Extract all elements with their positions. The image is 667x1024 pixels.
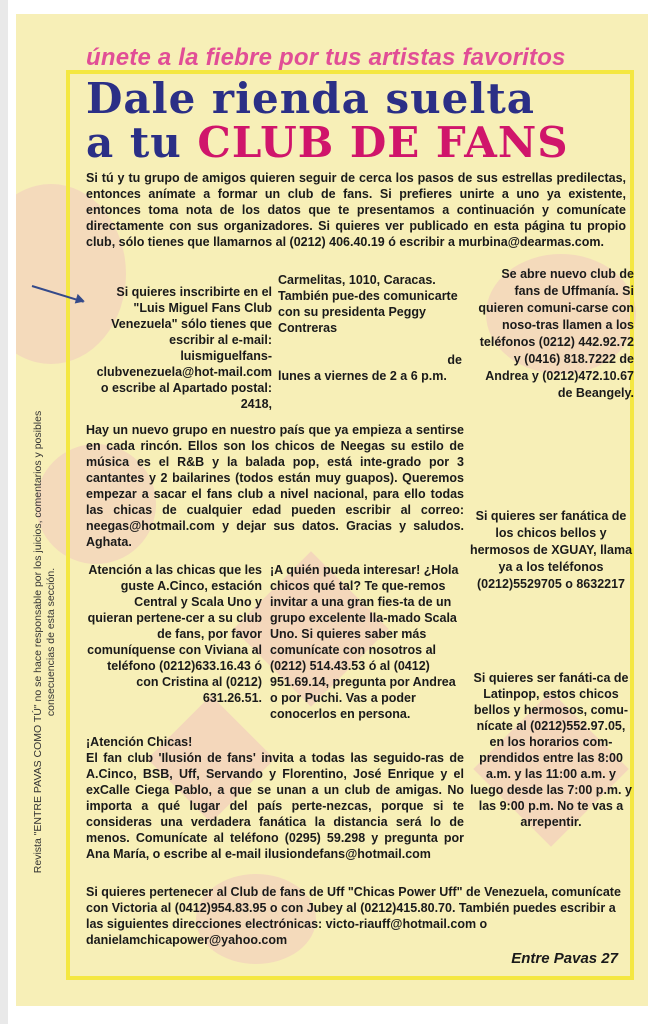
magazine-page — [16, 14, 648, 1006]
scan-edge — [0, 0, 8, 1024]
luis-miguel-text-1: Si quieres inscribirte en el "Luis Miguel Fans Club Venezuela" sólo tienes que escribir al e-mail: luismiguelfans-clubvenezuela@hot-mail.com o escribe al Apartado postal: 2418, — [96, 285, 272, 411]
disclaimer-vertical: Revista "ENTRE PAVAS COMO TÚ" no se hace responsable por los juicios, comentarios y posibles consecuencias de esta sección. — [32, 410, 57, 874]
acinco-notice: Atención a las chicas que les guste A.Cinco, estación Central y Scala Uno y quieran pertene-cer a su club de fans, por favor comuníquense con Viviana al teléfono (0212)633.16.43 ó con Cristina al (0212) 631.26.51. — [87, 563, 262, 705]
title-line-1: Dale rienda suelta — [86, 74, 535, 123]
title-highlight: CLUB DE FANS — [197, 118, 569, 167]
kicker-headline: únete a la fiebre por tus artistas favoritos — [86, 44, 566, 71]
page-footer: Entre Pavas 27 — [511, 950, 618, 967]
luis-miguel-text-4: lunes a viernes de 2 a 6 p.m. — [278, 369, 447, 383]
chicas-power-notice: Si quieres pertenecer al Club de fans de Uff "Chicas Power Uff" de Venezuela, comunícate con Victoria al (0412)954.83.95 o con Jubey al (0212)415.80.70. También puedes escribir a las siguientes direcciones electrónicas: victo-riauff@hotmail.com o danielamchicapower@yahoo.com — [86, 885, 621, 947]
uffmania-notice: Se abre nuevo club de fans de Uffmanía. Si quieren comuni-carse con noso-tras llamen a los teléfonos (0212) 442.92.72 y (0416) 818.7222 de Andrea y (0212)472.10.67 de Beangely. — [478, 267, 634, 400]
xguay-notice: Si quieres ser fanática de los chicos bellos y hermosos de XGUAY, llama ya a los teléfonos (0212)5529705 o 8632217 — [469, 509, 633, 591]
neegas-notice: Hay un nuevo grupo en nuestro país que ya empieza a sentirse en cada rincón. Ellos son los chicos de Neegas su estilo de música es el R&B y la balada pop, está inte-grado por 3 cantantes y 2 bailarines (todos están muy guapos). Queremos empezar a sacar el fans club a nivel nacional, para ello todas las chicas de cualquier edad pueden escribir al correo: neegas@hotmail.com y dejar sus datos. Gracias y saludos. Aghata. — [86, 423, 464, 549]
title-line-2 — [86, 118, 569, 167]
title-line-2-prefix: a tu — [86, 118, 198, 167]
luis-miguel-text-2: Carmelitas, 1010, Caracas. También pue-des comunicarte con su presidenta Peggy Contreras — [278, 273, 458, 335]
latinpop-notice: Si quieres ser fanáti-ca de Latinpop, estos chicos bellos y hermosos, comu-nícate al (0212)552.97.05, en los horarios com-prendidos entre las 8:00 a.m. y las 11:00 a.m. y luego desde las 7:00 p.m. y las 9:00 p.m. No te vas a arrepentir. — [470, 671, 632, 829]
luis-miguel-text-3: de — [447, 353, 462, 367]
ilusion-notice: El fan club 'Ilusión de fans' invita a todas las seguido-ras de A.Cinco, BSB, Uff, Servando y Florentino, José Enrique y el exCalle Ciega Pablo, a que se unan a un club de amigas. No importa a qué lugar del país perte-nezcas, porque si te consideras una verdadera fanática la distancia será lo de menos. Comunícate al teléfono (0295) 59.298 y pregunta por Ana María, o escribe al e-mail ilusiondefans@hotmail.com — [86, 751, 464, 861]
scala-uno-notice: ¡A quién pueda interesar! ¿Hola chicos qué tal? Te que-remos invitar a una gran fies-ta de un grupo excelente lla-mado Scala Uno. Si quieres saber más comunícate con nosotros al (0212) 514.43.53 ó al (0412) 951.69.14, pregunta por Andrea o por Puchi. Vas a poder conocerlos en persona. — [270, 563, 459, 721]
intro-paragraph: Si tú y tu grupo de amigos quieren seguir de cerca los pasos de sus estrellas predilectas, entonces anímate a formar un club de fans. Si prefieres unirte a uno ya existente, entonces toma nota de los datos que te presentamos a continuación y comunícate directamente con sus organizadores. Si quieres ver publicado en esta página tu propio club, sólo tienes que llamarnos al (0212) 406.40.19 ó escribir a murbina@dearmas.com. — [86, 171, 626, 249]
ilusion-heading: ¡Atención Chicas! — [86, 735, 193, 749]
